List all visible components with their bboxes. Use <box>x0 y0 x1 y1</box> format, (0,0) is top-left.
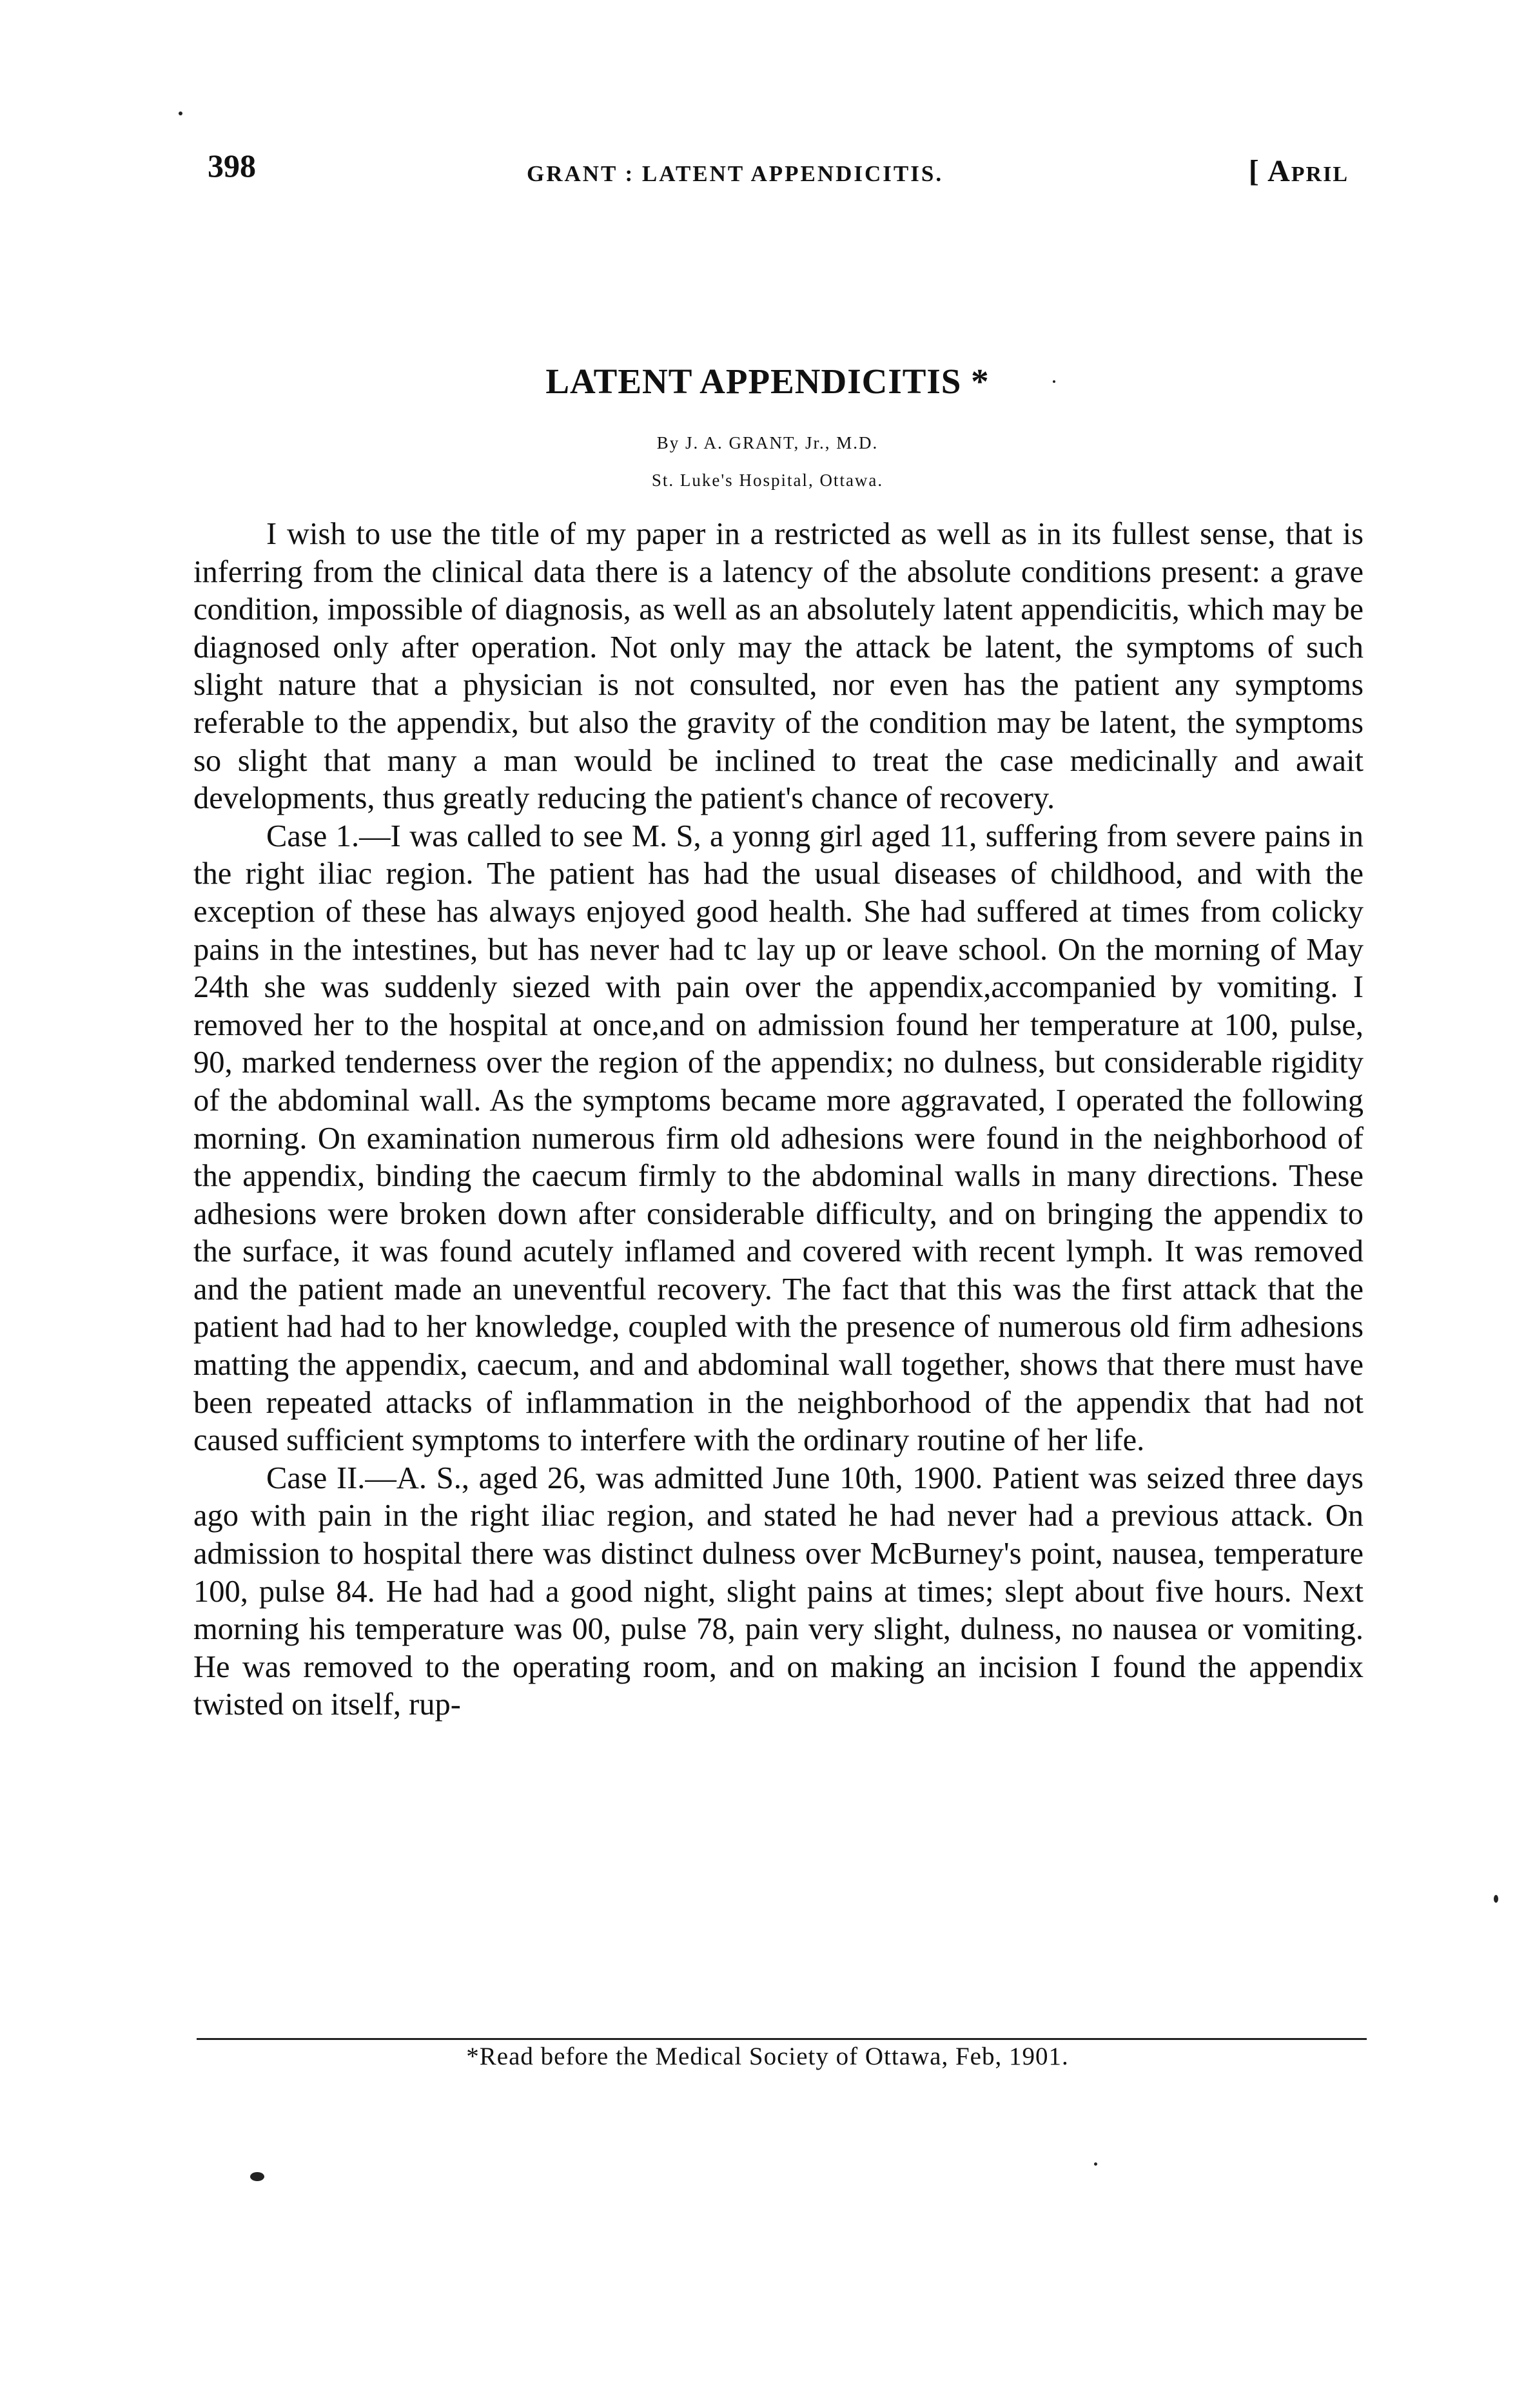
scan-speck <box>1494 1895 1498 1903</box>
article-byline: By J. A. GRANT, Jr., M.D. <box>656 433 879 452</box>
running-date: [ April <box>1248 154 1349 188</box>
paragraph-case-1: Case 1.—I was called to see M. S, a yonng girl aged 11, suffering from severe pains in the right iliac region. The patient has had the usual diseases of childhood, and with the exception of these has always enjoyed good health. She had suffered at times from colicky pains in the intestines, but has never had tc lay up or leave school. On the morning of May 24th she was suddenly siezed with pain over the appendix,accompanied by vomiting. I removed her to the hospital at once,and on admission found her temperature at 100, pulse, 90, marked tenderness over the region of the appendix; no dulness, but considerable rigidity of the abdominal wall. As the symptoms became more aggravated, I operated the following morning. On examination numerous firm old adhesions were found in the neighborhood of the appendix, binding the caecum firmly to the abdominal walls in many directions. These adhesions were broken down after considerable difficulty, and on bringing the appendix to the surface, it was found acutely inflamed and covered with recent lymph. It was removed and the patient made an uneventful recovery. The fact that this was the first attack that the patient had had to her knowledge, coupled with the presence of numerous old firm adhesions matting the appendix, caecum, and and abdominal wall together, shows that there must have been repeated attacks of inflammation in the neighborhood of the appendix that had not caused sufficient symptoms to interfere with the ordinary routine of her life. <box>193 819 1364 1458</box>
page-number: 398 <box>208 148 256 184</box>
scan-speck <box>250 2172 264 2181</box>
article-title: LATENT APPENDICITIS * <box>545 362 990 401</box>
paragraph-case-2: Case II.—A. S., aged 26, was admitted June 10th, 1900. Patient was seized three days ago with pain in the right iliac region, and stated he had never had a previous attack. On admission to hospital there was distinct dulness over McBurney's point, nausea, temperature 100, pulse 84. He had had a good night, slight pains at times; slept about five hours. Next morning his temperature was 00, pulse 78, pain very slight, dulness, no nausea or vomiting. He was removed to the operating room, and on making an incision I found the appendix twisted on itself, rup- <box>193 1461 1364 1722</box>
paragraph-intro: I wish to use the title of my paper in a restricted as well as in its fullest sense, that is inferring from the clinical data there is a latency of the absolute conditions present: a grave condition, impossible of diagnosis, as well as an absolutely latent appendicitis, which may be diagnosed only after operation. Not only may the attack be latent, the symptoms of such slight nature that a physician is not consulted, nor even has the patient any symptoms referable to the appendix, but also the gravity of the condition may be latent, the symptoms so slight that many a man would be inclined to treat the case medicinally and await developments, thus greatly reducing the patient's chance of recovery. <box>193 517 1364 816</box>
footnote-rule <box>197 2038 1367 2040</box>
article-body <box>193 516 1364 1724</box>
scan-speck <box>179 112 182 115</box>
article-affiliation: St. Luke's Hospital, Ottawa. <box>651 471 884 490</box>
running-title: GRANT : LATENT APPENDICITIS. <box>527 161 944 186</box>
scan-speck <box>1053 380 1055 383</box>
footnote: *Read before the Medical Society of Ottawa, Feb, 1901. <box>466 2043 1069 2070</box>
scan-speck <box>1094 2162 1097 2166</box>
running-head <box>208 147 1349 192</box>
